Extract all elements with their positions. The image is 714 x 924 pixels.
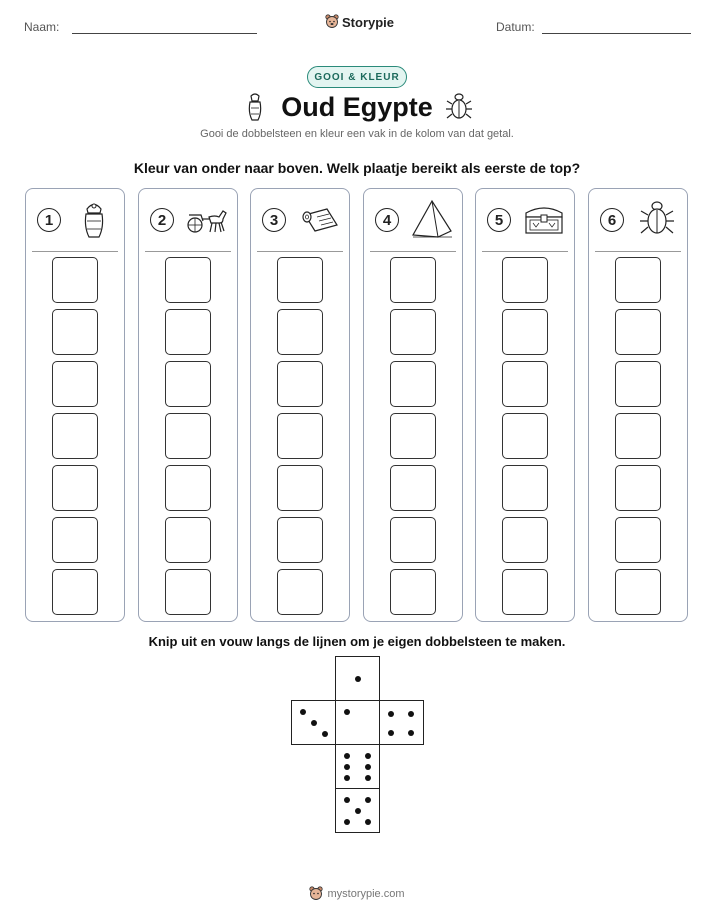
footer-url[interactable]: mystorypie.com bbox=[327, 888, 405, 900]
date-line bbox=[542, 33, 691, 34]
column-number: 6 bbox=[600, 208, 624, 232]
pip bbox=[365, 753, 371, 759]
color-cell[interactable] bbox=[277, 361, 323, 407]
color-cell[interactable] bbox=[277, 413, 323, 459]
die-face-5 bbox=[335, 788, 380, 833]
column-separator bbox=[32, 251, 118, 252]
bear-icon bbox=[309, 886, 323, 902]
column-3 bbox=[250, 188, 350, 622]
color-cell[interactable] bbox=[615, 413, 661, 459]
scarab-icon bbox=[635, 199, 679, 239]
pip bbox=[344, 775, 350, 781]
color-cell[interactable] bbox=[165, 517, 211, 563]
color-cell[interactable] bbox=[615, 257, 661, 303]
color-cell[interactable] bbox=[52, 257, 98, 303]
canopic-jar-icon bbox=[72, 199, 116, 239]
color-cell[interactable] bbox=[52, 569, 98, 615]
column-6 bbox=[588, 188, 688, 622]
color-cell[interactable] bbox=[615, 465, 661, 511]
color-cell[interactable] bbox=[615, 517, 661, 563]
color-cell[interactable] bbox=[390, 465, 436, 511]
die-face-4 bbox=[379, 700, 424, 745]
color-cell[interactable] bbox=[502, 465, 548, 511]
pip bbox=[365, 775, 371, 781]
column-separator bbox=[257, 251, 343, 252]
pip bbox=[408, 730, 414, 736]
column-4 bbox=[363, 188, 463, 622]
footer bbox=[0, 886, 714, 902]
color-cell[interactable] bbox=[277, 257, 323, 303]
pip bbox=[388, 730, 394, 736]
page-subtitle: Gooi de dobbelsteen en kleur een vak in de kolom van dat getal. bbox=[200, 128, 514, 140]
column-number: 2 bbox=[150, 208, 174, 232]
pip bbox=[344, 797, 350, 803]
die-face-center bbox=[335, 700, 380, 745]
color-cell[interactable] bbox=[502, 361, 548, 407]
pip bbox=[311, 720, 317, 726]
die-face-3 bbox=[291, 700, 336, 745]
pip bbox=[344, 819, 350, 825]
column-2 bbox=[138, 188, 238, 622]
column-number: 1 bbox=[37, 208, 61, 232]
column-5 bbox=[475, 188, 575, 622]
name-label: Naam: bbox=[24, 20, 60, 34]
color-cell[interactable] bbox=[615, 361, 661, 407]
color-cell[interactable] bbox=[502, 569, 548, 615]
color-cell[interactable] bbox=[165, 361, 211, 407]
brand-name: Storypie bbox=[342, 14, 395, 30]
color-cell[interactable] bbox=[277, 465, 323, 511]
color-cell[interactable] bbox=[52, 413, 98, 459]
pip bbox=[365, 764, 371, 770]
title-scarab-icon bbox=[446, 92, 472, 122]
color-cell[interactable] bbox=[502, 257, 548, 303]
category-badge: GOOI & KLEUR bbox=[307, 66, 407, 88]
color-cell[interactable] bbox=[165, 257, 211, 303]
color-cell[interactable] bbox=[390, 309, 436, 355]
color-cell[interactable] bbox=[502, 309, 548, 355]
page-title: Oud Egypte bbox=[281, 92, 433, 122]
color-cell[interactable] bbox=[615, 569, 661, 615]
color-cell[interactable] bbox=[165, 465, 211, 511]
column-separator bbox=[145, 251, 231, 252]
color-cell[interactable] bbox=[277, 517, 323, 563]
column-number: 4 bbox=[375, 208, 399, 232]
brand-logo bbox=[325, 14, 394, 30]
color-cell[interactable] bbox=[277, 309, 323, 355]
column-separator bbox=[595, 251, 681, 252]
pip bbox=[365, 797, 371, 803]
die-face-6 bbox=[335, 744, 380, 789]
color-cell[interactable] bbox=[502, 413, 548, 459]
color-cell[interactable] bbox=[390, 517, 436, 563]
pip bbox=[408, 711, 414, 717]
name-line bbox=[72, 33, 257, 34]
column-number: 5 bbox=[487, 208, 511, 232]
pip bbox=[344, 764, 350, 770]
pip bbox=[322, 731, 328, 737]
color-cell[interactable] bbox=[165, 413, 211, 459]
color-cell[interactable] bbox=[390, 413, 436, 459]
color-cell[interactable] bbox=[277, 569, 323, 615]
pip bbox=[365, 819, 371, 825]
column-number: 3 bbox=[262, 208, 286, 232]
pip bbox=[355, 808, 361, 814]
column-separator bbox=[482, 251, 568, 252]
color-cell[interactable] bbox=[390, 257, 436, 303]
die-face-1 bbox=[335, 656, 380, 701]
column-1 bbox=[25, 188, 125, 622]
treasure-chest-icon bbox=[522, 199, 566, 239]
pip bbox=[355, 676, 361, 682]
chariot-icon bbox=[185, 199, 229, 239]
color-cell[interactable] bbox=[390, 361, 436, 407]
pip bbox=[344, 753, 350, 759]
color-cell[interactable] bbox=[502, 517, 548, 563]
color-cell[interactable] bbox=[52, 309, 98, 355]
color-cell[interactable] bbox=[165, 309, 211, 355]
date-label: Datum: bbox=[496, 20, 535, 34]
color-cell[interactable] bbox=[52, 517, 98, 563]
pyramid-icon bbox=[410, 199, 454, 239]
color-cell[interactable] bbox=[165, 569, 211, 615]
color-cell[interactable] bbox=[52, 465, 98, 511]
die-instruction: Knip uit en vouw langs de lijnen om je eigen dobbelsteen te maken. bbox=[148, 634, 566, 649]
column-separator bbox=[370, 251, 456, 252]
papyrus-scroll-icon bbox=[297, 199, 341, 239]
color-cell[interactable] bbox=[52, 361, 98, 407]
coloring-instruction: Kleur van onder naar boven. Welk plaatje bereikt als eerste de top? bbox=[133, 160, 581, 176]
pip bbox=[344, 709, 350, 715]
color-cell[interactable] bbox=[615, 309, 661, 355]
color-cell[interactable] bbox=[390, 569, 436, 615]
bear-icon bbox=[325, 14, 339, 30]
pip bbox=[388, 711, 394, 717]
pip bbox=[300, 709, 306, 715]
